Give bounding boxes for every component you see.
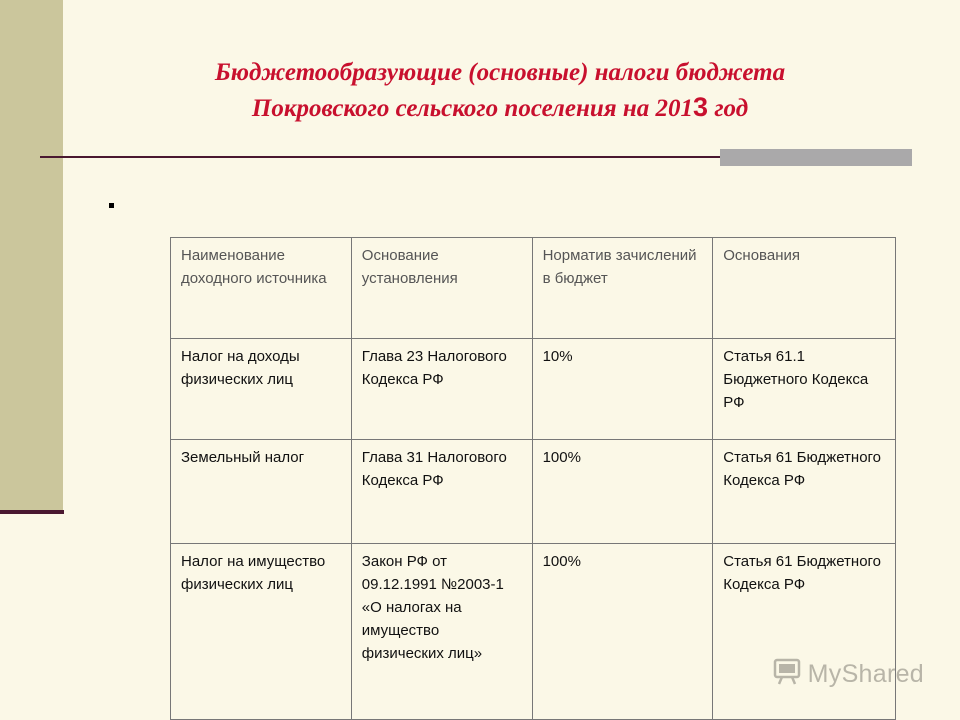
- cell-basis: Закон РФ от 09.12.1991 №2003-1 «О налогах на имущество физических лиц»: [351, 544, 532, 720]
- header-cell-basis: Основание установления: [351, 238, 532, 339]
- cell-grounds: Статья 61 Бюджетного Кодекса РФ: [713, 440, 896, 544]
- cell-grounds: Статья 61 Бюджетного Кодекса РФ: [713, 544, 896, 720]
- table-row: [171, 544, 896, 720]
- title-divider-accent: [720, 149, 912, 166]
- bullet-dot: [109, 203, 114, 208]
- title-line-1: Бюджетообразующие (основные) налоги бюджета: [214, 59, 786, 86]
- cell-basis: Глава 23 Налогового Кодекса РФ: [351, 339, 532, 440]
- title-line-2-end: год: [708, 95, 749, 122]
- cell-tax-name: Земельный налог: [171, 440, 352, 544]
- cell-rate: 100%: [532, 544, 713, 720]
- title-year-digit: 3: [693, 92, 709, 122]
- tax-table: [170, 237, 896, 720]
- cell-rate: 100%: [532, 440, 713, 544]
- table-row: [171, 339, 896, 440]
- watermark-text: MyShared: [807, 660, 924, 688]
- side-decor-band: [0, 0, 63, 512]
- side-decor-line: [0, 510, 64, 514]
- header-cell-grounds: Основания: [713, 238, 896, 339]
- cell-tax-name: Налог на доходы физических лиц: [171, 339, 352, 440]
- title-line-2-main: Покровского сельского поселения на 201: [251, 95, 694, 122]
- presentation-board-icon: [772, 656, 802, 693]
- cell-tax-name: Налог на имущество физических лиц: [171, 544, 352, 720]
- cell-basis: Глава 31 Налогового Кодекса РФ: [351, 440, 532, 544]
- title-line-2: [100, 90, 900, 126]
- header-cell-source: Наименование доходного источника: [171, 238, 352, 339]
- watermark: [772, 656, 924, 693]
- cell-rate: 10%: [532, 339, 713, 440]
- cell-grounds: Статья 61.1 Бюджетного Кодекса РФ: [713, 339, 896, 440]
- header-cell-rate: Норматив зачислений в бюджет: [532, 238, 713, 339]
- table-row: [171, 440, 896, 544]
- table-header-row: [171, 238, 896, 339]
- slide-title: [100, 56, 900, 126]
